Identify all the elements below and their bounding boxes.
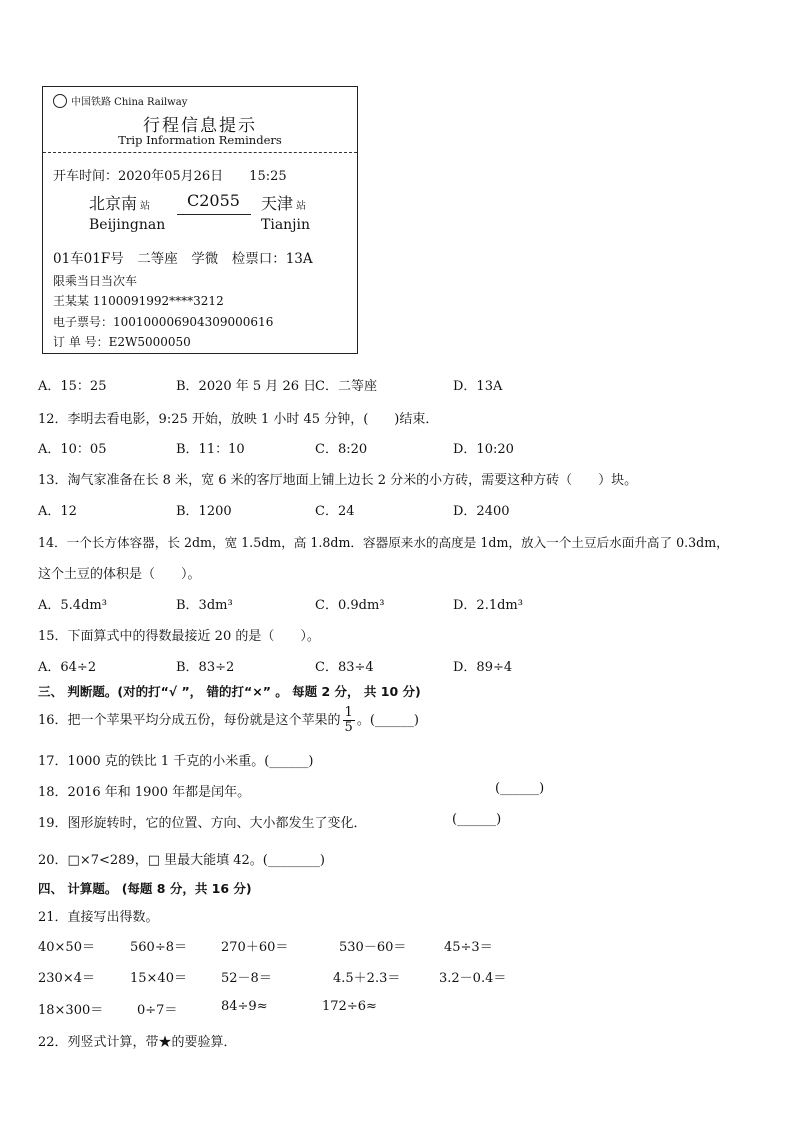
q20-text: 20．□×7<289，□ 里最大能填 42。(________) [38, 853, 325, 868]
q15-option-b: B．83÷2 [176, 660, 235, 675]
ticket-railway: 中国铁路 China Railway [71, 97, 188, 108]
q15-option-c: C．83÷4 [315, 660, 374, 675]
q13-option-a: A．12 [38, 504, 77, 519]
q14-option-a: A．5.4dm³ [38, 598, 107, 613]
calc-14: 172÷6≈ [322, 999, 377, 1014]
q19-answer-blank[interactable]: (______) [452, 812, 502, 827]
calc-10: 3.2－0.4＝ [439, 971, 507, 986]
ticket-dashed-divider [43, 152, 357, 153]
q22-text: 22．列竖式计算，带★的要验算． [38, 1035, 237, 1050]
calc-3: 270＋60＝ [221, 940, 289, 955]
calc-11: 18×300＝ [38, 1003, 104, 1018]
q18-answer-blank[interactable]: (______) [495, 781, 545, 796]
train-ticket-image [42, 86, 358, 354]
calc-12: 0÷7＝ [137, 1003, 178, 1018]
q11-option-d: D．13A [453, 379, 503, 394]
calc-13: 84÷9≈ [221, 999, 268, 1014]
ticket-order-number: 订 单 号：E2W5000050 [53, 335, 191, 349]
q15-option-a: A．64÷2 [38, 660, 97, 675]
calc-1: 40×50＝ [38, 940, 95, 955]
china-railway-logo-icon [53, 94, 67, 108]
ticket-from-station: 北京南 站 [89, 194, 151, 213]
ticket-from-en: Beijingnan [89, 217, 166, 233]
q15-option-d: D．89÷4 [453, 660, 513, 675]
q12-option-c: C．8:20 [315, 442, 368, 457]
calc-7: 15×40＝ [130, 971, 187, 986]
q12-text: 12．李明去看电影，9:25 开始，放映 1 小时 45 分钟，( )结束． [38, 412, 439, 427]
ticket-train-underline [177, 214, 251, 215]
ticket-passenger: 王某某 1100091992****3212 [53, 294, 224, 308]
q12-option-d: D．10:20 [453, 442, 514, 457]
q16-fraction: $\frac{1}{5}$ [344, 705, 353, 735]
q21-title: 21．直接写出得数。 [38, 910, 159, 925]
section3-heading: 三、 判断题。(对的打“√ ”， 错的打“×” 。 每题 2 分， 共 10 分) [38, 684, 421, 699]
q14-option-d: D．2.1dm³ [453, 598, 523, 613]
q11-option-c: C．二等座 [315, 379, 377, 394]
section4-heading: 四、 计算题。 (每题 8 分，共 16 分) [38, 881, 252, 896]
ticket-to-en: Tianjin [261, 217, 311, 233]
q14-text-line2: 这个土豆的体积是（ ）。 [38, 567, 201, 582]
calc-4: 530－60＝ [339, 940, 407, 955]
q14-option-b: B．3dm³ [176, 598, 233, 613]
ticket-title-en: Trip Information Reminders [118, 133, 282, 147]
ticket-depart-time: 开车时间：2020年05月26日 15:25 [53, 169, 287, 184]
ticket-train-number: C2055 [187, 191, 240, 210]
calc-5: 45÷3＝ [444, 940, 493, 955]
ticket-eticket-number: 电子票号：10010000690430900061​6 [53, 315, 274, 329]
calc-9: 4.5＋2.3＝ [333, 971, 401, 986]
q13-text: 13．淘气家准备在长 8 米，宽 6 米的客厅地面上铺上边长 2 分米的小方砖，需要这种方砖（ ）块。 [38, 473, 638, 488]
calc-8: 52－8＝ [221, 971, 272, 986]
q18-text: 18．2016 年和 1900 年都是闰年。 [38, 785, 251, 800]
ticket-to-station: 天津 站 [261, 194, 307, 213]
calc-6: 230×4＝ [38, 971, 95, 986]
q15-text: 15．下面算式中的得数最接近 20 的是（ ）。 [38, 629, 320, 644]
q17-text: 17．1000 克的铁比 1 千克的小米重。(______) [38, 754, 314, 769]
q11-option-a: A．15：25 [38, 379, 107, 394]
q14-text-line1: 14．一个长方体容器，长 2dm，宽 1.5dm，高 1.8dm．容器原来水的高度是 1dm，放入一个土豆后水面升高了 0.3dm， [38, 535, 729, 550]
q13-option-b: B．1200 [176, 504, 232, 519]
ticket-restriction: 限乘当日当次车 [53, 274, 138, 288]
ticket-seat: 01车01F号 二等座 学微 检票口：13A [53, 251, 313, 267]
q13-option-d: D．2400 [453, 504, 510, 519]
calc-2: 560÷8＝ [130, 940, 187, 955]
q12-option-a: A．10：05 [38, 442, 107, 457]
q13-option-c: C．24 [315, 504, 355, 519]
q12-option-b: B．11：10 [176, 442, 245, 457]
q11-option-b: B．2020 年 5 月 26 日 [176, 379, 317, 394]
q16-text: 16．把一个苹果平均分成五份，每份就是这个苹果的 $\frac{1}{5}$ 。(______) [38, 705, 419, 735]
q14-option-c: C．0.9dm³ [315, 598, 385, 613]
q19-text: 19．图形旋转时，它的位置、方向、大小都发生了变化． [38, 816, 367, 831]
ticket-title-cn: 行程信息提示 [143, 116, 257, 136]
